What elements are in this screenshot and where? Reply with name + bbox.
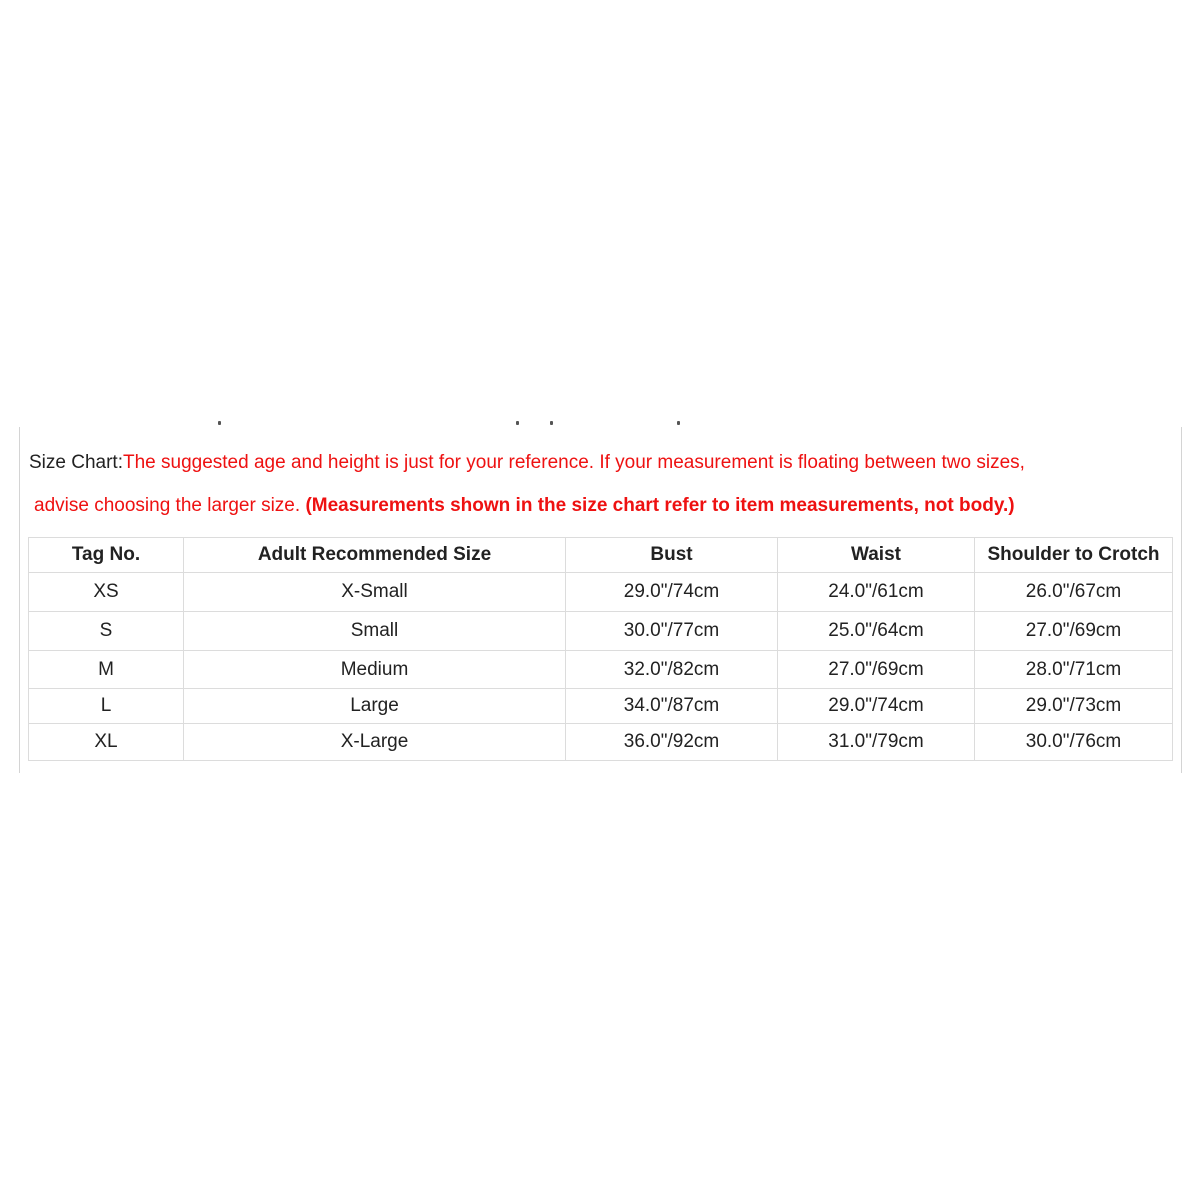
column-header-tag-no: Tag No. (29, 538, 184, 573)
cell-shoulder-to-crotch: 27.0"/69cm (975, 612, 1173, 651)
cell-bust: 34.0"/87cm (566, 689, 778, 724)
cell-bust: 30.0"/77cm (566, 612, 778, 651)
cell-waist: 27.0"/69cm (778, 651, 975, 689)
cropped-text-line (0, 420, 1200, 428)
cell-bust: 36.0"/92cm (566, 724, 778, 761)
cell-bust: 32.0"/82cm (566, 651, 778, 689)
table-row (29, 651, 1173, 689)
cell-waist: 31.0"/79cm (778, 724, 975, 761)
cell-tag-no: XL (29, 724, 184, 761)
size-chart-table (28, 537, 1173, 761)
cell-adult-size: Medium (184, 651, 566, 689)
size-chart-note-line-1 (29, 451, 1025, 475)
cell-shoulder-to-crotch: 28.0"/71cm (975, 651, 1173, 689)
cell-bust: 29.0"/74cm (566, 573, 778, 612)
column-header-shoulder-to-crotch: Shoulder to Crotch (975, 538, 1173, 573)
cell-adult-size: Large (184, 689, 566, 724)
table-header-row (29, 538, 1173, 573)
size-chart-note-text: The suggested age and height is just for your reference. If your measurement is floating between two sizes, (122, 452, 1025, 473)
cell-waist: 24.0"/61cm (778, 573, 975, 612)
table-row (29, 689, 1173, 724)
cell-tag-no: L (29, 689, 184, 724)
cell-waist: 25.0"/64cm (778, 612, 975, 651)
size-chart-note-line-2 (34, 494, 1015, 518)
cell-tag-no: XS (29, 573, 184, 612)
cell-tag-no: S (29, 612, 184, 651)
cell-tag-no: M (29, 651, 184, 689)
cell-adult-size: X-Small (184, 573, 566, 612)
cell-shoulder-to-crotch: 26.0"/67cm (975, 573, 1173, 612)
size-chart-advice-text: advise choosing the larger size. (34, 495, 306, 516)
column-header-adult-size: Adult Recommended Size (184, 538, 566, 573)
cell-shoulder-to-crotch: 30.0"/76cm (975, 724, 1173, 761)
cell-shoulder-to-crotch: 29.0"/73cm (975, 689, 1173, 724)
table-row (29, 612, 1173, 651)
table-row (29, 724, 1173, 761)
column-header-waist: Waist (778, 538, 975, 573)
table-row (29, 573, 1173, 612)
size-chart-label: Size Chart: (29, 452, 123, 473)
cell-waist: 29.0"/74cm (778, 689, 975, 724)
cell-adult-size: X-Large (184, 724, 566, 761)
cell-adult-size: Small (184, 612, 566, 651)
column-header-bust: Bust (566, 538, 778, 573)
measurement-disclaimer: (Measurements shown in the size chart refer to item measurements, not body.) (305, 495, 1015, 516)
